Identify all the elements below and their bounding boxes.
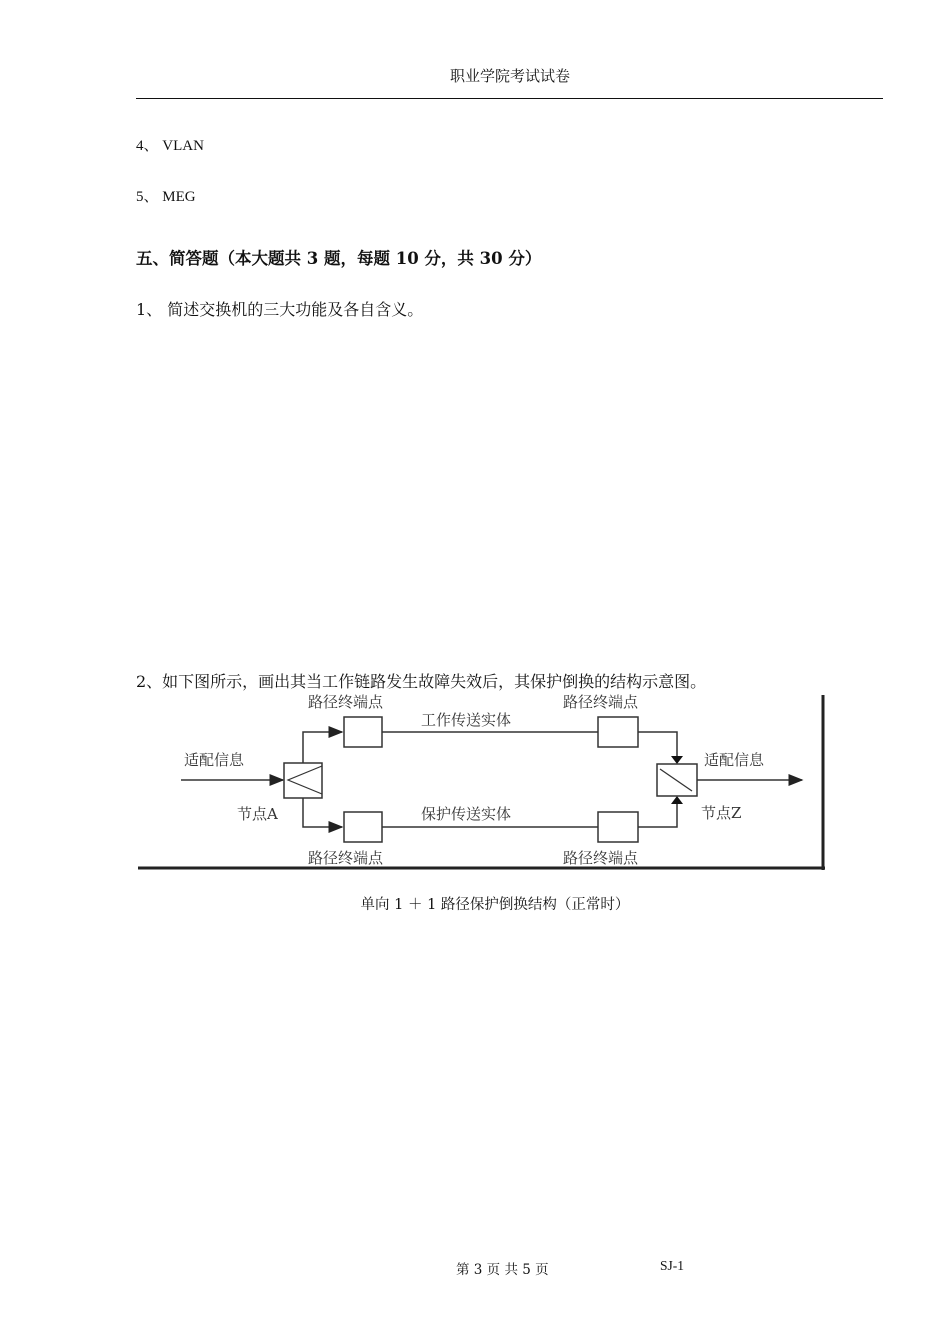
working-to-z-line bbox=[638, 732, 677, 758]
diagram-caption: 单向 1 ＋ 1 路径保护倒换结构（正常时） bbox=[360, 897, 630, 913]
page-header-title: 职业学院考试试卷 bbox=[449, 67, 570, 85]
adapt-info-in-label: 适配信息 bbox=[184, 751, 245, 769]
question-2: 2、如下图所示，画出其当工作链路发生故障失效后，其保护倒换的结构示意图。 bbox=[136, 672, 707, 691]
node-z-label: 节点Z bbox=[701, 804, 742, 822]
question-1: 1、 简述交换机的三大功能及各自含义。 bbox=[136, 300, 424, 319]
protect-source-endpoint bbox=[344, 812, 382, 842]
protect-input-arrowhead bbox=[671, 796, 683, 804]
adapt-info-out-label: 适配信息 bbox=[704, 751, 765, 769]
document-code: SJ-1 bbox=[660, 1258, 685, 1273]
working-sink-endpoint bbox=[598, 717, 638, 747]
path-endpoint-label-bottom-left: 路径终端点 bbox=[308, 849, 384, 867]
working-entity-label: 工作传送实体 bbox=[421, 711, 512, 729]
page-number: 第 3 页 共 5 页 bbox=[456, 1262, 549, 1278]
working-input-arrowhead bbox=[671, 756, 683, 764]
branch-protect-arrow bbox=[303, 798, 342, 827]
protect-entity-label: 保护传送实体 bbox=[421, 805, 512, 823]
path-endpoint-label-top-right: 路径终端点 bbox=[563, 693, 639, 711]
term-item-vlan: 4、 VLAN bbox=[136, 138, 204, 154]
branch-working-arrow bbox=[303, 732, 342, 763]
section-title: 五、简答题（本大题共 3 题，每题 10 分，共 30 分） bbox=[136, 249, 542, 268]
node-a-label: 节点A bbox=[237, 805, 278, 823]
protect-to-z-line bbox=[638, 802, 677, 827]
path-endpoint-label-top-left: 路径终端点 bbox=[308, 693, 384, 711]
header-divider bbox=[136, 98, 883, 99]
protection-switching-diagram bbox=[136, 690, 828, 874]
path-endpoint-label-bottom-right: 路径终端点 bbox=[563, 849, 639, 867]
term-item-meg: 5、 MEG bbox=[136, 189, 196, 205]
working-source-endpoint bbox=[344, 717, 382, 747]
protect-sink-endpoint bbox=[598, 812, 638, 842]
